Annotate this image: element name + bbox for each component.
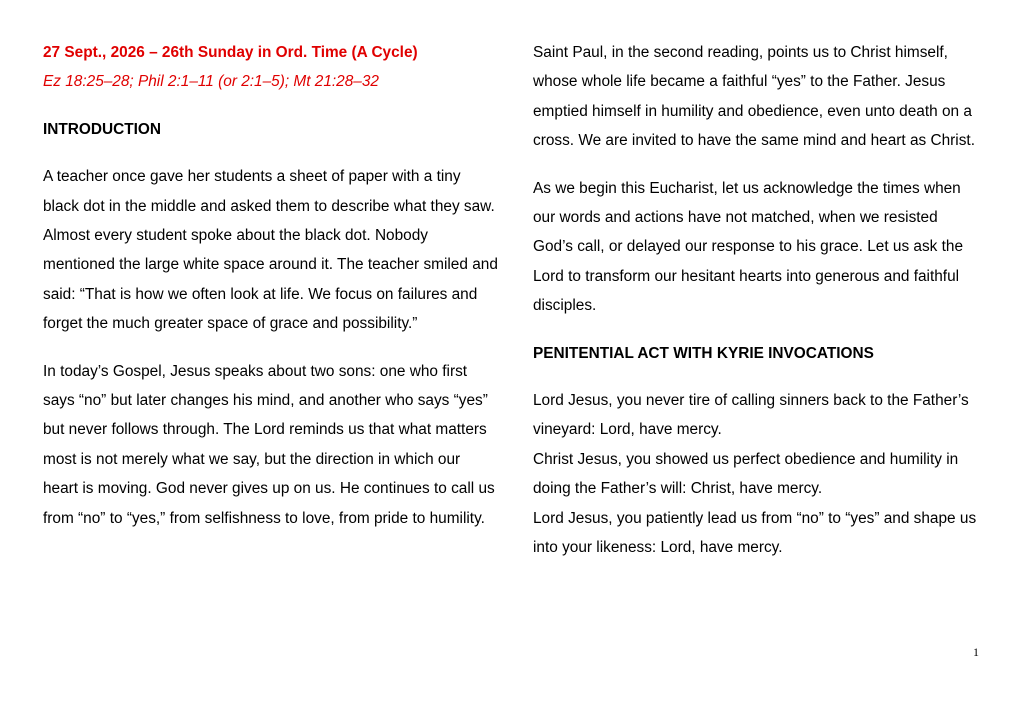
- kyrie-invocation-1: Lord Jesus, you never tire of calling sinners back to the Father’s vineyard: Lord, have mercy.: [533, 392, 969, 439]
- left-column: [43, 38, 498, 533]
- introduction-paragraph-3: Saint Paul, in the second reading, points us to Christ himself, whose whole life became a faithful “yes” to the Father. Jesus emptied himself in humility and obedience, even unto death on a cross. We are invited to have the same mind and heart as Christ.: [533, 44, 975, 150]
- readings-reference: Ez 18:25–28; Phil 2:1–11 (or 2:1–5); Mt 21:28–32: [43, 73, 379, 91]
- kyrie-invocation-2: Christ Jesus, you showed us perfect obedience and humility in doing the Father’s will: Christ, have mercy.: [533, 450, 959, 498]
- document-title: 27 Sept., 2026 – 26th Sunday in Ord. Time (A Cycle): [43, 44, 418, 61]
- penitential-act-heading: PENITENTIAL ACT WITH KYRIE INVOCATIONS: [533, 344, 874, 362]
- introduction-paragraph-2: In today’s Gospel, Jesus speaks about two sons: one who first says “no” but later changes his mind, and another who says “yes” but never follows through. The Lord reminds us that what matters most is not merely what we say, but the direction in which our heart is moving. God never gives up on us. He continues to call us from “no” to “yes,” from selfishness to love, from pride to humility.: [43, 362, 495, 527]
- right-column: [533, 38, 978, 563]
- page-number: 1: [973, 645, 979, 659]
- kyrie-invocation-3: Lord Jesus, you patiently lead us from “no” to “yes” and shape us into your likeness: Lord, have mercy.: [533, 509, 977, 557]
- introduction-paragraph-1: A teacher once gave her students a sheet of paper with a tiny black dot in the middle and asked them to describe what they saw. Almost every student spoke about the black dot. Nobody mentioned the large white space around it. The teacher smiled and said: “That is how we often look at life. We focus on failures and forget the much greater space of grace and possibility.”: [43, 168, 498, 333]
- introduction-paragraph-4: As we begin this Eucharist, let us acknowledge the times when our words and actions have not matched, when we resisted God’s call, or delayed our response to his grace. Let us ask the Lord to transform our hesitant hearts into generous and faithful disciples.: [533, 179, 964, 315]
- introduction-heading: INTRODUCTION: [43, 120, 161, 138]
